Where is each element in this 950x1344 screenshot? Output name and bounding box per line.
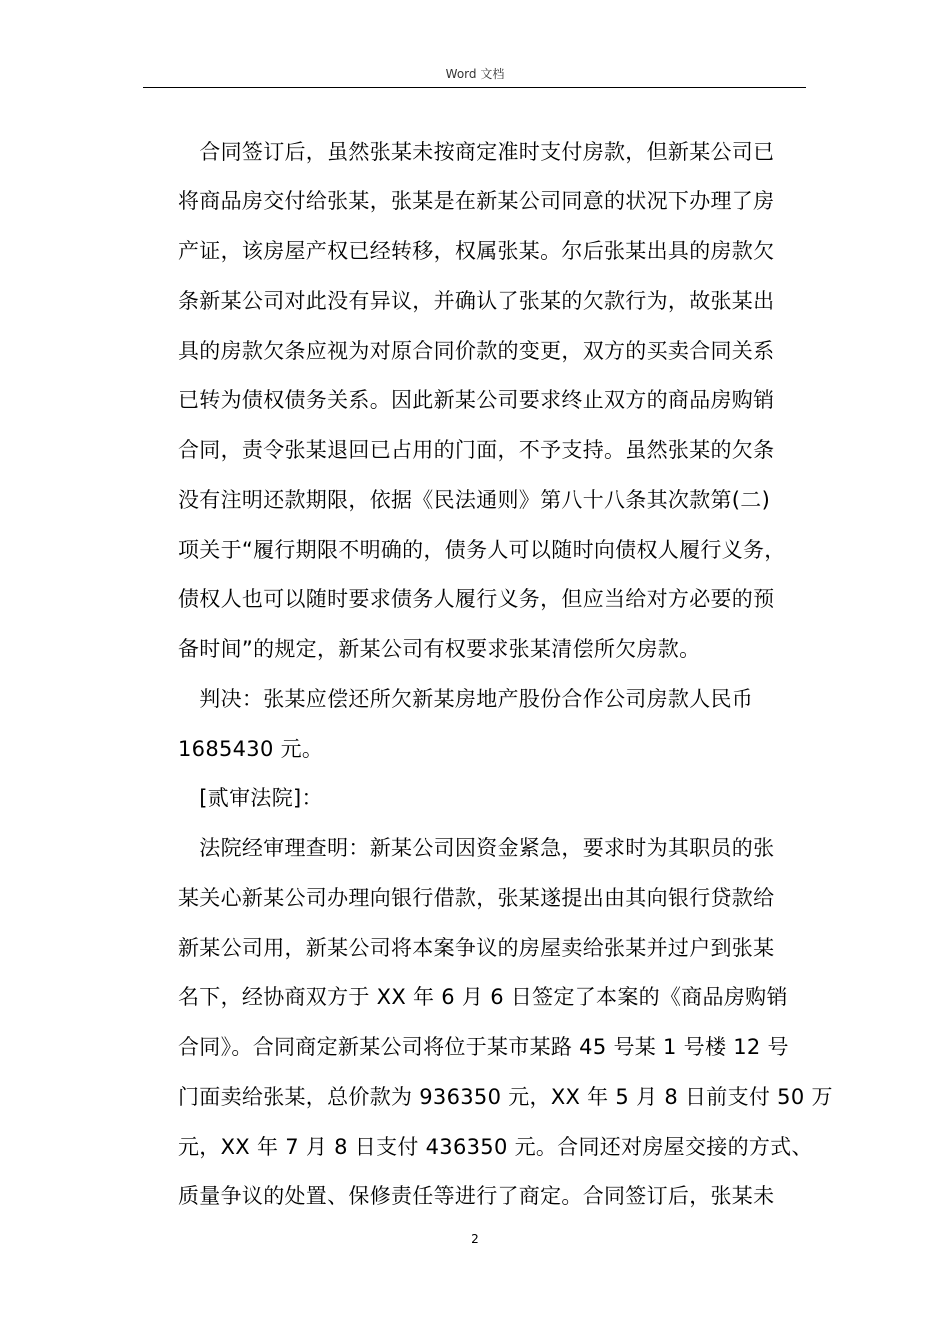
text-line: 元，XX 年 7 月 8 日支付 436350 元。合同还对房屋交接的方式、: [178, 1135, 813, 1159]
text-line: 质量争议的处置、保修责任等进行了商定。合同签订后，张某未: [178, 1184, 775, 1208]
text-line: 项关于“履行期限不明确的，债务人可以随时向债权人履行义务，: [178, 538, 786, 562]
text-line: 备时间”的规定，新某公司有权要求张某清偿所欠房款。: [178, 637, 701, 661]
text-line: 门面卖给张某，总价款为 936350 元，XX 年 5 月 8 日前支付 50 万: [178, 1085, 833, 1109]
text-line: 已转为债权债务关系。因此新某公司要求终止双方的商品房购销: [178, 388, 775, 412]
text-line: 债权人也可以随时要求债务人履行义务，但应当给对方必要的预: [178, 587, 775, 611]
text-line: 某关心新某公司办理向银行借款，张某遂提出由其向银行贷款给: [178, 886, 775, 910]
text-line: 产证，该房屋产权已经转移，权属张某。尔后张某出具的房款欠: [178, 239, 775, 263]
text-line: 条新某公司对此没有异议，并确认了张某的欠款行为，故张某出: [178, 289, 775, 313]
text-line: 法院经审理查明：新某公司因资金紧急，要求时为其职员的张: [178, 836, 775, 860]
text-line: 具的房款欠条应视为对原合同价款的变更，双方的买卖合同关系: [178, 339, 775, 363]
text-line: 名下，经协商双方于 XX 年 6 月 6 日签定了本案的《商品房购销: [178, 985, 788, 1009]
text-line: [贰审法院]：: [178, 786, 323, 810]
text-line: 没有注明还款期限，依据《民法通则》第八十八条其次款第(二): [178, 488, 771, 512]
header-divider: [143, 87, 806, 88]
text-line: 判决：张某应偿还所欠新某房地产股份合作公司房款人民币: [178, 687, 754, 711]
text-line: 合同》。合同商定新某公司将位于某市某路 45 号某 1 号楼 12 号: [178, 1035, 789, 1059]
text-line: 新某公司用，新某公司将本案争议的房屋卖给张某并过户到张某: [178, 936, 775, 960]
text-line: 合同，责令张某退回已占用的门面，不予支持。虽然张某的欠条: [178, 438, 775, 462]
page-header: Word 文档: [445, 67, 505, 81]
page-number: 2: [471, 1232, 479, 1246]
text-line: 将商品房交付给张某，张某是在新某公司同意的状况下办理了房: [178, 189, 775, 213]
text-line: 合同签订后，虽然张某未按商定准时支付房款，但新某公司已: [178, 140, 775, 164]
text-line: 1685430 元。: [178, 737, 324, 761]
